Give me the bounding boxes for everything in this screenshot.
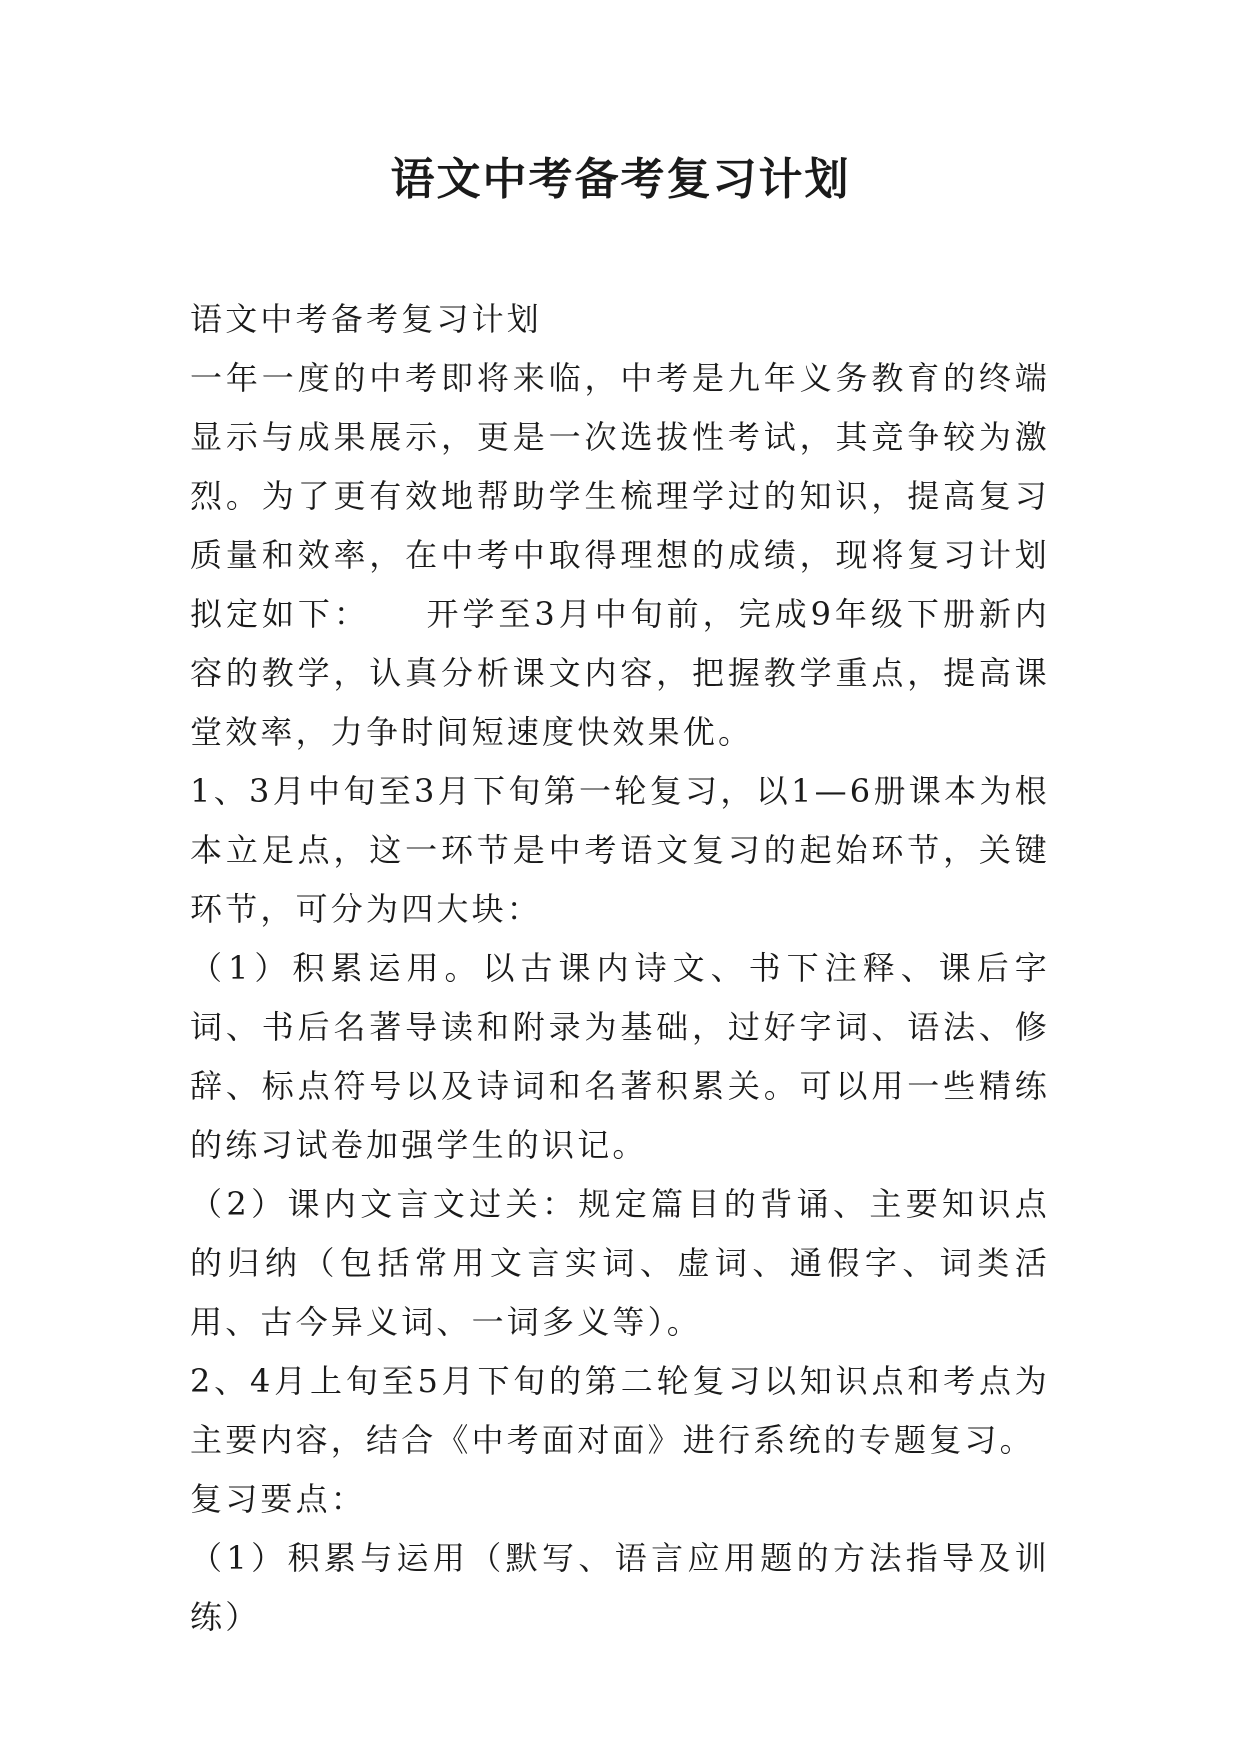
document-title: 语文中考备考复习计划: [390, 154, 851, 205]
paragraph-review-item-1: （1）积累与运用（默写、语言应用题的方法指导及训练）: [190, 1539, 1050, 1636]
paragraph-first-round: 1、3月中旬至3月下旬第一轮复习，以1—6册课本为根本立足点，这一环节是中考语文复习的起始环节，关键环节，可分为四大块：: [190, 772, 1050, 928]
paragraph-second-round: 2、4月上旬至5月下旬的第二轮复习以知识点和考点为主要内容，结合《中考面对面》进行系统的专题复习。: [190, 1362, 1050, 1459]
paragraph-intro: 一年一度的中考即将来临，中考是九年义务教育的终端显示与成果展示，更是一次选拔性考试，其竞争较为激烈。为了更有效地帮助学生梳理学过的知识，提高复习质量和效率，在中考中取得理想的成绩，现将复习计划拟定如下： 开学至3月中旬前，完成9年级下册新内容的教学，认真分析课文内容，把握教学重点，提高课堂效率，力争时间短速度快效果优。: [190, 359, 1050, 751]
document-body: [190, 290, 1050, 1647]
paragraph-item-1: （1）积累运用。以古课内诗文、书下注释、课后字词、书后名著导读和附录为基础，过好字词、语法、修辞、标点符号以及诗词和名著积累关。可以用一些精练的练习试卷加强学生的识记。: [190, 949, 1050, 1164]
paragraph-review-points: 复习要点：: [190, 1480, 367, 1518]
body-heading: 语文中考备考复习计划: [190, 300, 543, 338]
paragraph-item-2: （2）课内文言文过关：规定篇目的背诵、主要知识点的归纳（包括常用文言实词、虚词、通假字、词类活用、古今异义词、一词多义等）。: [190, 1185, 1050, 1341]
